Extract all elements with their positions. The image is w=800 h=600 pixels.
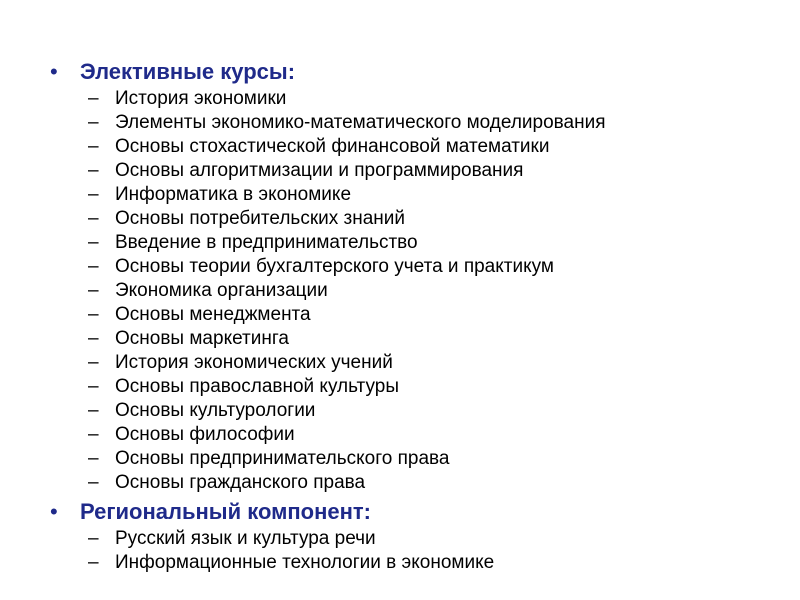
dash-icon: – [88, 552, 99, 573]
dash-icon: – [88, 112, 99, 133]
section-heading: Элективные курсы: [80, 59, 296, 84]
list-item [48, 527, 768, 551]
list-item-label: Основы предпринимательского права [115, 448, 450, 469]
list-item-label: Основы менеджмента [115, 304, 311, 325]
list-item-label: История экономических учений [115, 352, 393, 373]
dash-icon: – [88, 160, 99, 181]
list-item [48, 87, 768, 111]
section-regional-component [48, 497, 768, 575]
section-heading: Региональный компонент: [80, 499, 372, 524]
list-item [48, 551, 768, 575]
list-item [48, 207, 768, 231]
list-item [48, 279, 768, 303]
dash-icon: – [88, 376, 99, 397]
section-heading-row [48, 497, 768, 527]
list-item-label: Основы теории бухгалтерского учета и практикум [115, 256, 554, 277]
dash-icon: – [88, 304, 99, 325]
list-item-label: Основы потребительских знаний [115, 208, 406, 229]
list-item [48, 399, 768, 423]
list-item [48, 447, 768, 471]
section-elective-courses [48, 57, 768, 495]
dash-icon: – [88, 232, 99, 253]
list-item [48, 135, 768, 159]
dash-icon: – [88, 184, 99, 205]
bullet-icon: • [50, 59, 58, 84]
dash-icon: – [88, 400, 99, 421]
course-list [48, 527, 768, 575]
list-item-label: Основы гражданского права [115, 472, 366, 493]
list-item-label: Экономика организации [115, 280, 328, 301]
list-item-label: История экономики [115, 88, 287, 109]
list-item-label: Основы маркетинга [115, 328, 289, 349]
bullet-icon: • [50, 499, 58, 524]
list-item [48, 351, 768, 375]
dash-icon: – [88, 472, 99, 493]
dash-icon: – [88, 328, 99, 349]
dash-icon: – [88, 528, 99, 549]
list-item-label: Основы алгоритмизации и программирования [115, 160, 524, 181]
dash-icon: – [88, 256, 99, 277]
dash-icon: – [88, 424, 99, 445]
dash-icon: – [88, 448, 99, 469]
dash-icon: – [88, 208, 99, 229]
list-item-label: Основы православной культуры [115, 376, 399, 397]
dash-icon: – [88, 88, 99, 109]
list-item [48, 375, 768, 399]
list-item [48, 183, 768, 207]
list-item [48, 111, 768, 135]
list-item [48, 231, 768, 255]
dash-icon: – [88, 136, 99, 157]
dash-icon: – [88, 352, 99, 373]
course-list [48, 87, 768, 495]
list-item-label: Элементы экономико-математического моделирования [115, 112, 606, 133]
section-heading-row [48, 57, 768, 87]
list-item [48, 327, 768, 351]
dash-icon: – [88, 280, 99, 301]
list-item-label: Основы стохастической финансовой математики [115, 136, 550, 157]
list-item-label: Информатика в экономике [115, 184, 352, 205]
list-item [48, 255, 768, 279]
list-item-label: Введение в предпринимательство [115, 232, 418, 253]
list-item [48, 159, 768, 183]
list-item-label: Основы философии [115, 424, 295, 445]
list-item-label: Русский язык и культура речи [115, 528, 376, 549]
list-item [48, 303, 768, 327]
list-item [48, 471, 768, 495]
list-item-label: Информационные технологии в экономике [115, 552, 495, 573]
list-item [48, 423, 768, 447]
list-item-label: Основы культурологии [115, 400, 316, 421]
